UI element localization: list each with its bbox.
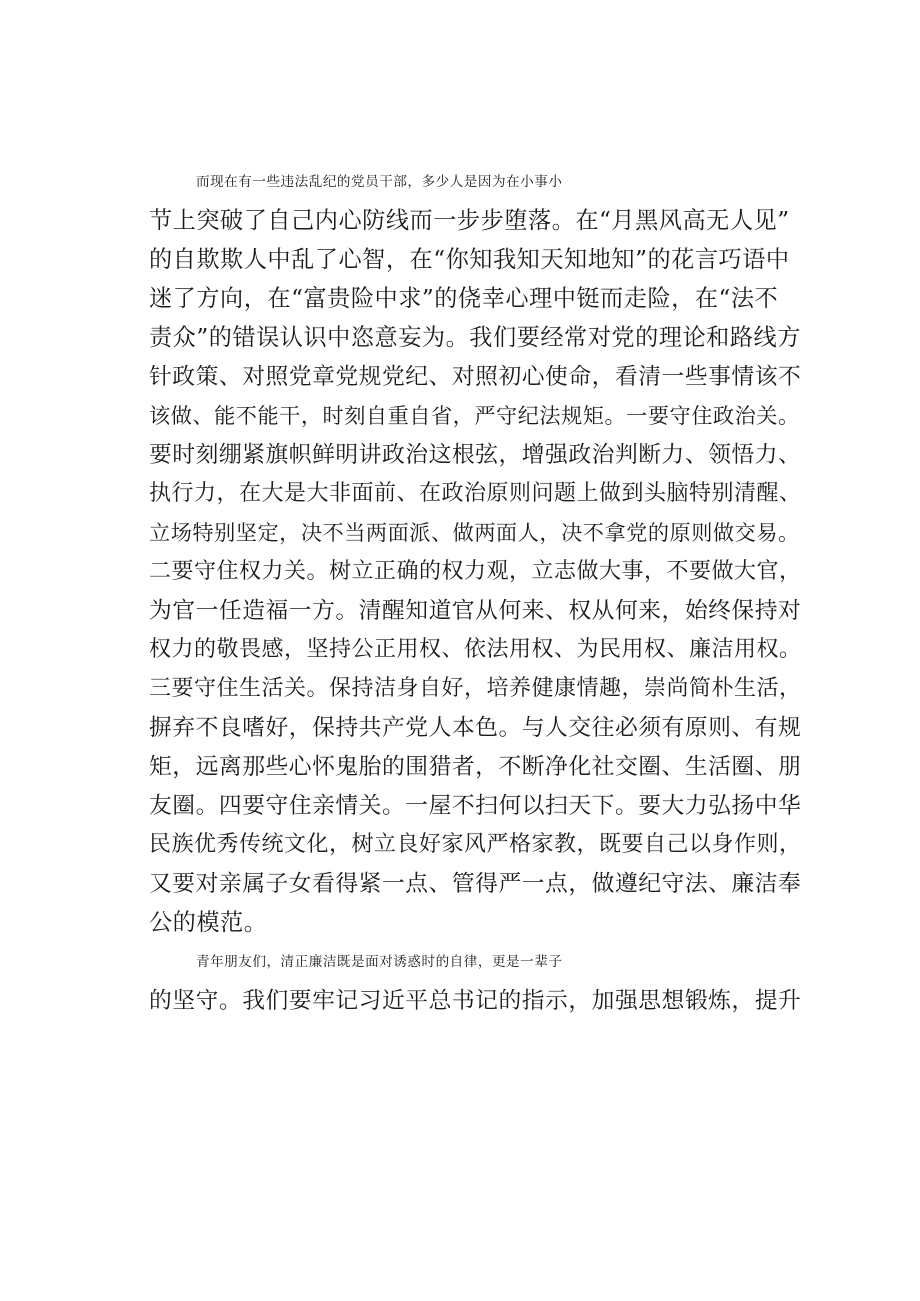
text-line: 而现在有一些违法乱纪的党员干部，多少人是因为在小事小 [196,174,563,190]
text-line: 摒弃不良嗜好，保持共产党人本色。与人交往必须有原则、有规 [149,715,802,741]
text-line: 权力的敬畏感，坚持公正用权、依法用权、为民用权、廉洁用权。 [149,637,802,662]
text-line: 为官一任造福一方。清醒知道官从何来、权从何来，始终保持对 [149,598,802,624]
text-line: 立场特别坚定，决不当两面派、做两面人，决不拿党的原则做交易。 [149,520,800,545]
text-line: 的坚守。我们要牢记习近平总书记的指示，加强思想锻炼，提升 [149,988,802,1014]
text-line: 执行力，在大是大非面前、在政治原则问题上做到头脑特别清醒、 [149,481,802,506]
text-line: 矩，远离那些心怀鬼胎的围猎者，不断净化社交圈、生活圈、朋 [149,754,802,780]
text-line: 又要对亲属子女看得紧一点、管得严一点，做遵纪守法、廉洁奉 [149,871,802,897]
text-line: 青年朋友们，清正廉洁既是面对诱惑时的自律，更是一辈子 [196,954,563,970]
text-line: 针政策、对照党章党规党纪、对照初心使命，看清一些事情该不 [149,364,802,390]
text-line: 迷了方向，在“富贵险中求”的侥幸心理中铤而走险，在“法不 [149,285,779,312]
text-line: 节上突破了自己内心防线而一步步堕落。在“月黑风高无人见” [149,207,790,234]
text-line: 该做、能不能干，时刻自重自省，严守纪法规矩。一要守住政治关。 [149,403,800,428]
text-line: 公的模范。 [149,909,268,936]
text-line: 责众”的错误认识中恣意妄为。我们要经常对党的理论和路线方 [149,324,801,351]
text-line: 民族优秀传统文化，树立良好家风严格家教，既要自己以身作则， [149,832,802,857]
text-line: 三要守住生活关。保持洁身自好，培养健康情趣，崇尚简朴生活， [149,676,802,701]
text-line: 友圈。四要守住亲情关。一屋不扫何以扫天下。要大力弘扬中华 [149,793,802,819]
text-line: 二要守住权力关。树立正确的权力观，立志做大事，不要做大官， [149,559,802,584]
text-line: 的自欺欺人中乱了心智，在“你知我知天知地知”的花言巧语中 [149,246,790,273]
text-line: 要时刻绷紧旗帜鲜明讲政治这根弦，增强政治判断力、领悟力、 [149,442,802,468]
